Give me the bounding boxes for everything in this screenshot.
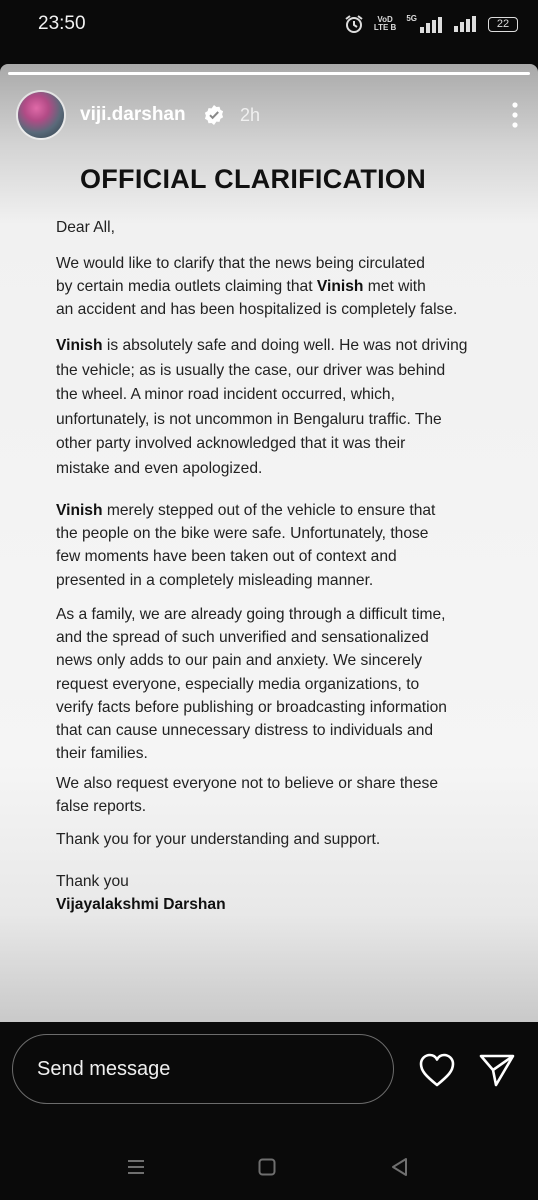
story-header bbox=[18, 92, 520, 138]
username[interactable]: viji.darshan bbox=[80, 104, 186, 125]
recents-icon[interactable] bbox=[126, 1159, 146, 1175]
volte-indicator: VoD LTE B bbox=[373, 15, 397, 32]
paragraph-3: Vinish merely stepped out of the vehicle to ensure that the people on the bike were safe. Unfortunately, those few moments have been taken out of context and presented in a completely misleading manner. bbox=[56, 502, 436, 589]
story-progress-fill bbox=[8, 72, 530, 75]
document-title: OFFICIAL CLARIFICATION bbox=[79, 164, 427, 194]
signal-bars-icon bbox=[454, 16, 478, 32]
send-icon[interactable] bbox=[478, 1052, 516, 1088]
sign-off: Thank you Vijayalakshmi Darshan bbox=[56, 870, 504, 916]
paragraph-5: We also request everyone not to believe or share these false reports. bbox=[56, 775, 438, 816]
back-icon[interactable] bbox=[390, 1157, 410, 1177]
status-icons bbox=[344, 14, 518, 34]
paragraph-4: As a family, we are already going through a difficult time, and the spread of such unverified and sensationalized news only adds to our pain and anxiety. We sincerely request everyone, especially media organizations, to verify facts before publishing or broadcasting information that can cause unnecessary distress to individuals and their families. bbox=[56, 606, 447, 763]
signature: Vijayalakshmi Darshan bbox=[56, 896, 226, 914]
heart-icon[interactable] bbox=[418, 1052, 456, 1088]
avatar[interactable] bbox=[18, 92, 64, 138]
story-progress-bar bbox=[8, 72, 530, 75]
home-icon[interactable] bbox=[258, 1158, 276, 1176]
time-ago: 2h bbox=[240, 105, 261, 125]
paragraph-6: Thank you for your understanding and support. bbox=[56, 831, 381, 848]
send-message-input[interactable] bbox=[12, 1034, 394, 1104]
paragraph-2: Vinish is absolutely safe and doing well. He was not driving the vehicle; as is usually the case, our driver was behind the wheel. A minor road incident occurred, which, unfortunately, is not uncommon in Bengaluru traffic. The other party involved acknowledged that it was their mistake and even apologized. bbox=[56, 337, 468, 477]
story-card[interactable] bbox=[0, 64, 538, 1022]
status-bar bbox=[0, 0, 538, 52]
more-vertical-icon[interactable] bbox=[510, 100, 520, 130]
alarm-icon bbox=[344, 14, 364, 34]
battery-icon: 22 bbox=[488, 17, 518, 32]
signal-5g: 5G bbox=[406, 15, 444, 33]
clock: 23:50 bbox=[38, 13, 86, 34]
paragraph-1: We would like to clarify that the news being circulated by certain media outlets claiming that Vinish met with an accident and has been hospitalized is completely false. bbox=[56, 255, 458, 319]
salutation: Dear All, bbox=[56, 219, 115, 236]
verified-badge-icon bbox=[204, 105, 224, 125]
send-message-placeholder: Send message bbox=[37, 1058, 171, 1080]
signal-bars-icon bbox=[420, 17, 444, 33]
